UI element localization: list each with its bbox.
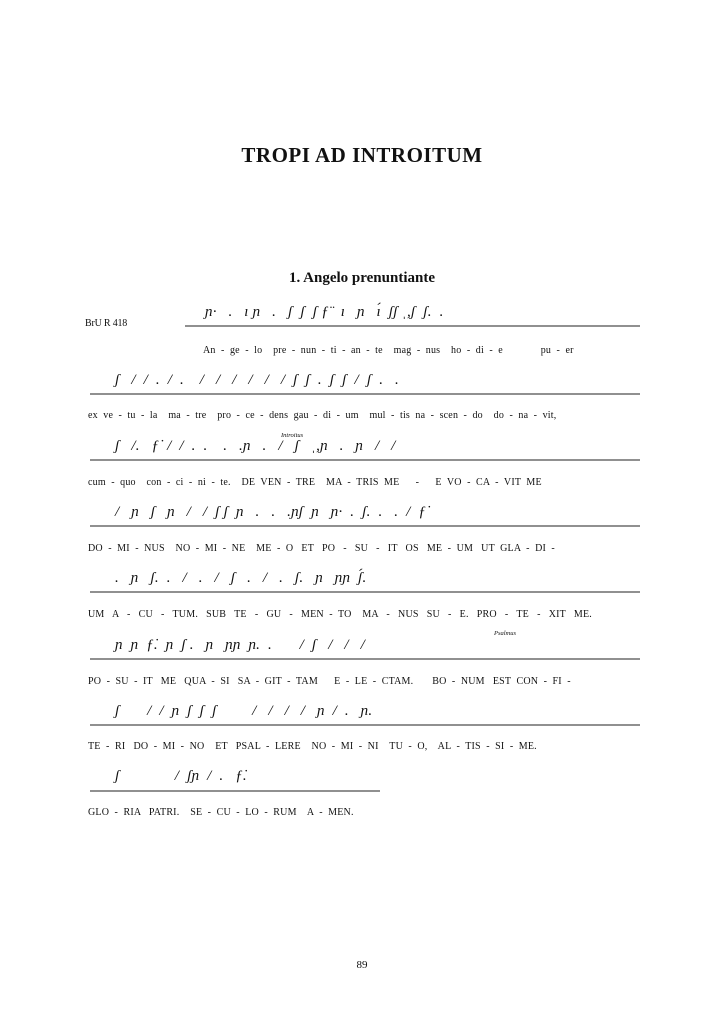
text-line-7: TE - RI DO - MI - NO ET PSAL - LERE NO - MI - NI TU - O, AL - TIS - SI - ME. (88, 741, 537, 752)
text-line-5: UM A - CU - TUM. SUB TE - GU - MEN - TO MA - NUS SU - E. PRO - TE - XIT ME. (88, 609, 592, 620)
neume-row-3: ʃ /. ƒ̇ / / . . . .ɲ . / ʃ ˌ,ɲ . ɲ / / (115, 438, 396, 454)
text-line-4: DO - MI - NUS NO - MI - NE ME - O ET PO - SU - IT OS ME - UM UT GLA - DI - (88, 543, 555, 554)
introitus-marker: Introitus (281, 432, 304, 439)
neume-row-1: ɲ· . ı ɲ . ʃ ʃ ʃ ƒ̈ ı ɲ ı́ ʃʃ ˌ,ʃ ʃ. . (205, 304, 444, 320)
text-line-6: PO - SU - IT ME QUA - SI SA - GIT - TAM E - LE - CTAM. BO - NUM EST CON - FI - (88, 676, 571, 687)
text-line-3: cum - quo con - ci - ni - te. DE VEN - TRE MA - TRIS ME - E VO - CA - VIT ME (88, 477, 542, 488)
page-heading: TROPI AD INTROITUM (241, 143, 483, 167)
neume-row-8: ʃ / ʃɲ / . ƒ̇. (115, 768, 247, 784)
text-line-8: GLO - RIA PATRI. SE - CU - LO - RUM A - MEN. (88, 807, 354, 818)
neume-row-2: ʃ / / . / . / / / / / / ʃ ʃ . ʃ ʃ / ʃ . . (115, 372, 399, 388)
psalmus-marker: Psalmus (494, 630, 517, 637)
manuscript-siglum: BrU R 418 (85, 318, 128, 329)
text-line-2: ex ve - tu - la ma - tre pro - ce - dens gau - di - um mul - tis na - scen - do do - na - vit, (88, 410, 557, 421)
page-number: 89 (356, 959, 368, 971)
piece-title: 1. Angelo prenuntiante (289, 270, 435, 286)
text-line-1: An - ge - lo pre - nun - ti - an - te mag - nus ho - di - e pu - er (203, 345, 574, 356)
neume-row-6: ɲ ɲ ƒ̇. ɲ ʃ . ɲ ɲɲ ɲ. . / ʃ / / / (115, 637, 366, 653)
neume-row-7: ʃ / / ɲ ʃ ʃ ʃ / / / / ɲ / . ɲ. (115, 703, 373, 719)
neume-row-5: . ɲ ʃ. . / . / ʃ . / . ʃ. ɲ ɲɲ ʃ́. (115, 570, 367, 586)
neume-row-4: / ɲ ʃ ɲ / / ʃ ʃ ɲ . . .ɲʃ ɲ ɲ· . ʃ. . . / ƒ̇ (115, 504, 427, 520)
